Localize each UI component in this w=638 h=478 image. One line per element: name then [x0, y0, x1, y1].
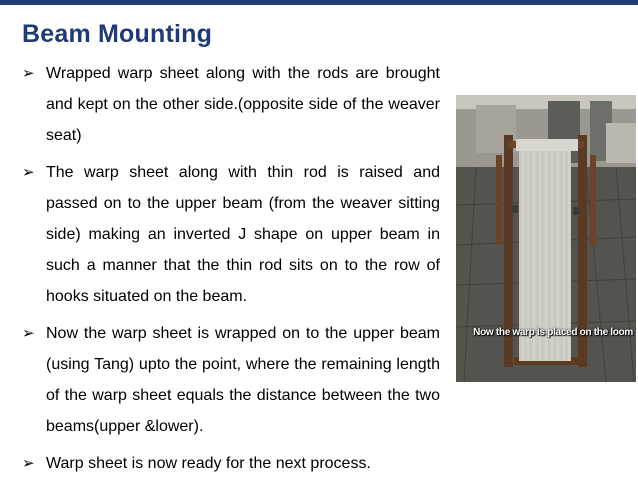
bullet-list [22, 58, 440, 478]
bullet-text: The warp sheet along with thin rod is raised and passed on to the upper beam (from the weaver sitting side) making an inverted J shape on upper beam in such a manner that the thin rod sits on to the row of hooks situated on the beam. [46, 164, 440, 305]
arrow-bullet-icon: ➢ [22, 65, 35, 82]
bullet-item [22, 157, 440, 312]
loom-photo-illustration [456, 95, 636, 382]
bullet-text: Wrapped warp sheet along with the rods are brought and kept on the other side.(opposite side of the weaver seat) [46, 65, 440, 144]
arrow-bullet-icon: ➢ [22, 325, 35, 342]
slide-title: Beam Mounting [22, 20, 213, 48]
bullet-item [22, 58, 440, 151]
bullet-text: Now the warp sheet is wrapped on to the upper beam (using Tang) upto the point, where the remaining length of the warp sheet equals the distance between the two beams(upper &lower). [46, 325, 440, 435]
photo-caption: Now the warp is placed on the loom [473, 327, 633, 338]
bullet-text: Warp sheet is now ready for the next process. [46, 455, 371, 472]
top-accent-bar [0, 0, 638, 5]
bullet-item [22, 318, 440, 442]
arrow-bullet-icon: ➢ [22, 164, 35, 181]
arrow-bullet-icon: ➢ [22, 455, 35, 472]
loom-photo [456, 95, 636, 382]
bullet-item [22, 448, 440, 478]
